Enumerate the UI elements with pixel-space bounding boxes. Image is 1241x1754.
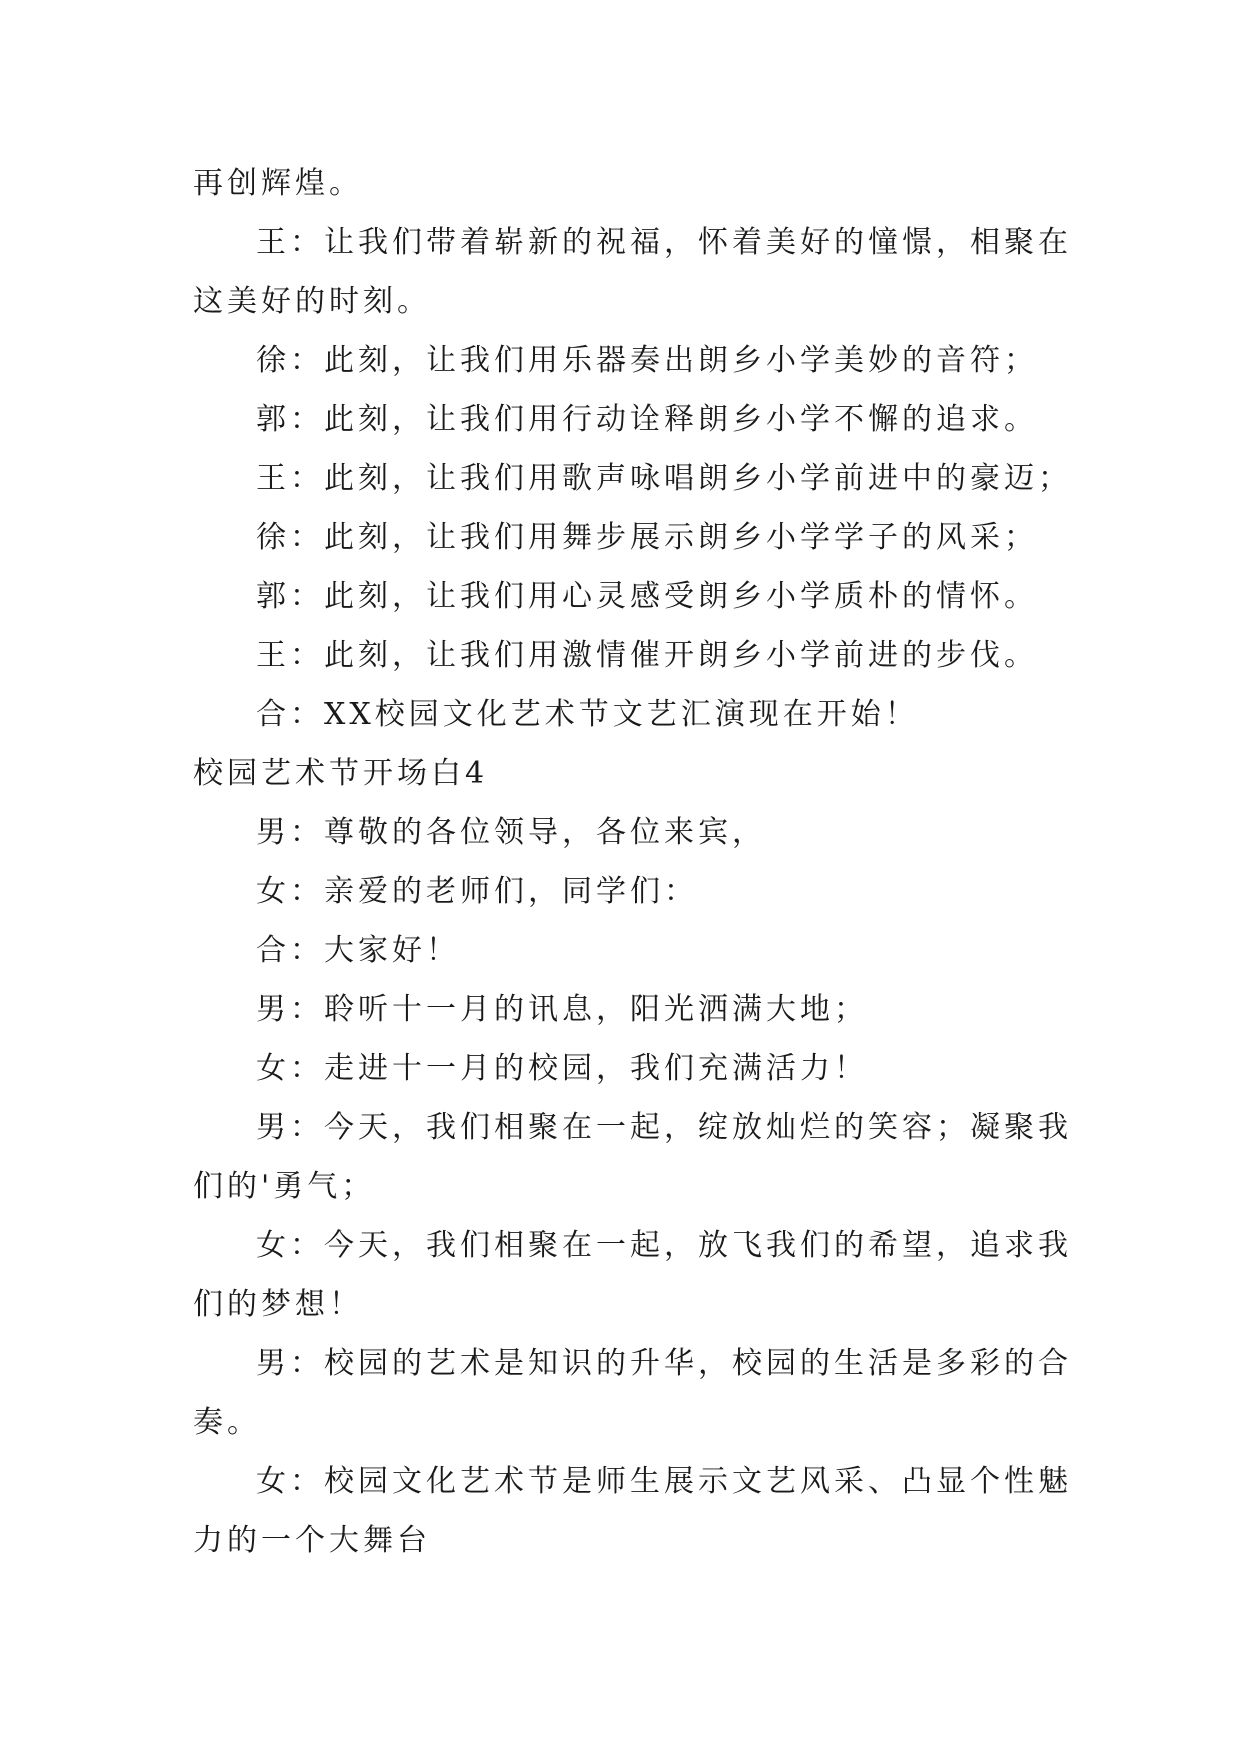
text-line: 合：XX校园文化艺术节文艺汇演现在开始！ — [256, 697, 919, 732]
text-line: 郭：此刻，让我们用心灵感受朗乡小学质朴的情怀。 — [256, 579, 1038, 614]
text-line: 郭：此刻，让我们用行动诠释朗乡小学不懈的追求。 — [256, 402, 1038, 437]
text-line: 男：今天，我们相聚在一起，绽放灿烂的笑容；凝聚我 — [256, 1110, 1072, 1145]
document-body — [193, 154, 1072, 1570]
text-line: 王：此刻，让我们用歌声咏唱朗乡小学前进中的豪迈； — [256, 461, 1072, 496]
text-line: 们的'勇气； — [193, 1169, 376, 1204]
text-line: 力的一个大舞台 — [193, 1523, 431, 1558]
text-line: 们的梦想！ — [193, 1287, 363, 1322]
text-line: 这美好的时刻。 — [193, 284, 431, 319]
text-line: 女：校园文化艺术节是师生展示文艺风采、凸显个性魅 — [256, 1464, 1072, 1499]
text-line: 男：校园的艺术是知识的升华，校园的生活是多彩的合 — [256, 1346, 1072, 1381]
text-line: 男：尊敬的各位领导，各位来宾， — [256, 815, 766, 850]
text-line: 女：亲爱的老师们，同学们： — [256, 874, 698, 909]
text-line: 徐：此刻，让我们用舞步展示朗乡小学学子的风采； — [256, 520, 1038, 555]
text-line: 女：走进十一月的校园，我们充满活力！ — [256, 1051, 868, 1086]
text-line: 王：让我们带着崭新的祝福，怀着美好的憧憬，相聚在 — [256, 225, 1072, 260]
text-line: 徐：此刻，让我们用乐器奏出朗乡小学美妙的音符； — [256, 343, 1038, 378]
text-line: 合：大家好！ — [256, 933, 460, 968]
section-heading: 校园艺术节开场白4 — [193, 756, 489, 791]
text-line: 奏。 — [193, 1405, 261, 1440]
text-line: 男：聆听十一月的讯息，阳光洒满大地； — [256, 992, 868, 1027]
text-line: 女：今天，我们相聚在一起，放飞我们的希望，追求我 — [256, 1228, 1072, 1263]
text-line: 再创辉煌。 — [193, 166, 363, 201]
text-line: 王：此刻，让我们用激情催开朗乡小学前进的步伐。 — [256, 638, 1038, 673]
